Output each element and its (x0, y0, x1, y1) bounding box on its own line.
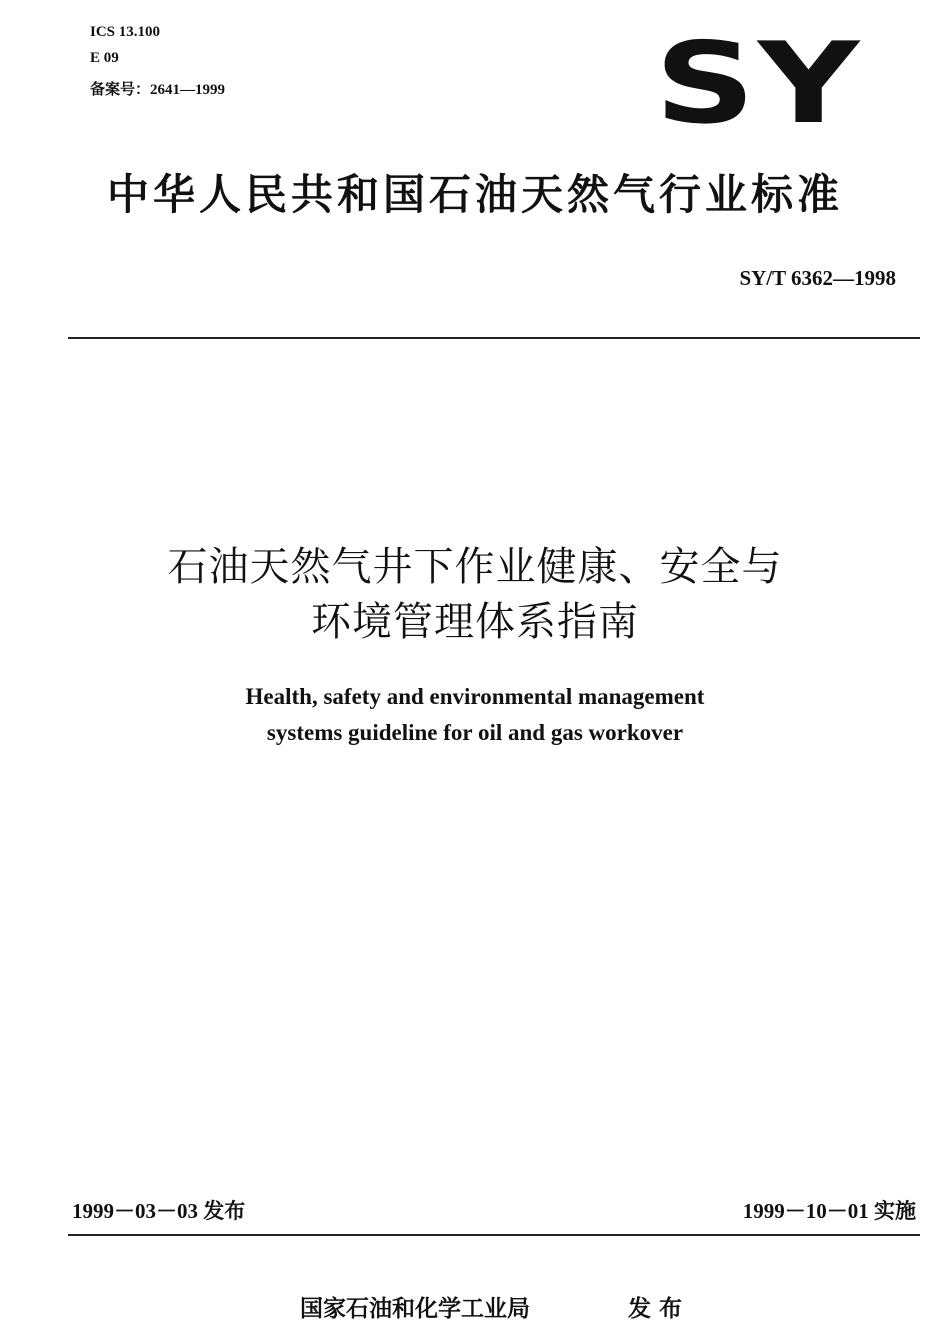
record-number: 备案号：2641—1999 (90, 82, 226, 98)
publisher-action: 发 布 (628, 1296, 683, 1322)
sy-logo: SY (654, 19, 862, 149)
standard-code: SY/T 6362—1998 (739, 266, 896, 290)
bottom-divider (68, 1234, 920, 1236)
title-english-line2: systems guideline for oil and gas workover (266, 720, 684, 745)
publisher-name: 国家石油和化学工业局 (300, 1296, 530, 1322)
classification-code: E 09 (90, 50, 119, 66)
issue-date: 1999－03－03 发布 (72, 1199, 246, 1223)
title-chinese-line2: 环境管理体系指南 (311, 599, 639, 645)
top-divider (68, 337, 920, 339)
organization-title: 中华人民共和国石油天然气行业标准 (106, 170, 843, 219)
title-chinese-line1: 石油天然气井下作业健康、安全与 (167, 544, 783, 590)
ics-code: ICS 13.100 (90, 24, 161, 40)
title-english-line1: Health, safety and environmental management (245, 684, 705, 709)
effective-date: 1999－10－01 实施 (742, 1199, 916, 1223)
